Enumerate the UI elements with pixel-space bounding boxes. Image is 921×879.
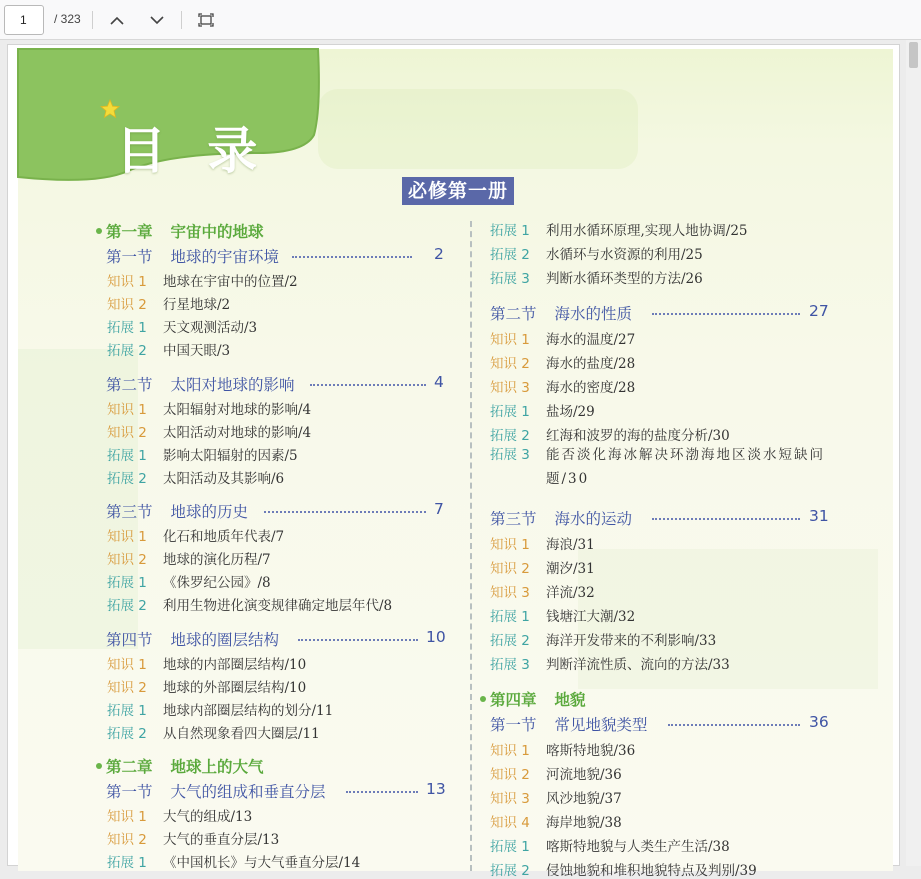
section-page: 2 [434, 245, 444, 263]
pdf-page [7, 44, 900, 879]
toc-item[interactable]: 知识 1 化石和地质年代表/7 [107, 529, 285, 545]
column-divider [470, 221, 472, 871]
volume-label: 必修第一册 [402, 177, 514, 205]
section-page: 4 [434, 373, 444, 391]
page-number-input[interactable] [4, 5, 44, 35]
toc-item[interactable]: 拓展 2 海洋开发带来的不利影响/33 [490, 633, 717, 649]
fit-to-page-icon [198, 13, 214, 27]
chapter-heading: 第四章 地貌 [490, 688, 586, 710]
section-heading[interactable]: 第二节 海水的性质 27 [490, 302, 829, 323]
toc-item[interactable]: 拓展 3 判断水循环类型的方法/26 [490, 271, 703, 287]
section-page: 31 [809, 507, 829, 525]
toc-item[interactable]: 拓展 3 能否淡化海冰解决环渤海地区淡水短缺问题/30 [490, 447, 825, 487]
section-heading[interactable]: 第三节 海水的运动 31 [490, 507, 829, 528]
toc-item[interactable]: 拓展 2 水循环与水资源的利用/25 [490, 247, 703, 263]
toc-item[interactable]: 知识 1 喀斯特地貌/36 [490, 743, 636, 759]
toc-item[interactable]: 拓展 1 天文观测活动/3 [107, 320, 258, 336]
section-page: 13 [426, 780, 446, 798]
toc-item[interactable]: 拓展 2 利用生物进化演变规律确定地层年代/8 [107, 598, 393, 614]
toc-item[interactable]: 拓展 3 判断洋流性质、流向的方法/33 [490, 657, 730, 673]
toc-item[interactable]: 拓展 2 侵蚀地貌和堆积地貌特点及判别/39 [490, 863, 757, 879]
toc-item[interactable]: 拓展 1 钱塘江大潮/32 [490, 609, 636, 625]
toc-item[interactable]: 知识 1 海水的温度/27 [490, 332, 636, 348]
section-heading[interactable]: 第一节 常见地貌类型 36 [490, 713, 829, 734]
toc-item[interactable]: 知识 2 地球的演化历程/7 [107, 552, 271, 568]
vertical-scrollbar[interactable] [906, 40, 921, 866]
toc-item[interactable]: 拓展 1 地球内部圈层结构的划分/11 [107, 703, 334, 719]
toc-item[interactable]: 拓展 2 从自然现象看四大圈层/11 [107, 726, 320, 742]
toc-item[interactable]: 知识 1 地球在宇宙中的位置/2 [107, 274, 298, 290]
toc-item[interactable]: 拓展 1 《侏罗纪公园》/8 [107, 575, 271, 591]
toc-item[interactable]: 拓展 1 《中国机长》与大气垂直分层/14 [107, 855, 361, 871]
leader-dots [264, 500, 426, 513]
toc-item[interactable]: 拓展 1 利用水循环原理,实现人地协调/25 [490, 223, 748, 239]
leader-dots [652, 507, 800, 520]
toc-item[interactable]: 拓展 1 盐场/29 [490, 404, 595, 420]
toc-item[interactable]: 拓展 2 太阳活动及其影响/6 [107, 471, 285, 487]
toc-item[interactable]: 知识 2 河流地貌/36 [490, 767, 622, 783]
toc-item[interactable]: 知识 2 行星地球/2 [107, 297, 231, 313]
chapter-heading: 第二章 地球上的大气 [106, 755, 264, 777]
page-heading: 目 录 [116, 122, 270, 180]
section-heading[interactable]: 第三节 地球的历史 7 [106, 500, 444, 521]
leader-dots [346, 780, 418, 793]
toc-item[interactable]: 知识 3 海水的密度/28 [490, 380, 636, 396]
leader-dots [652, 302, 800, 315]
section-heading[interactable]: 第一节 地球的宇宙环境 2 [106, 245, 444, 266]
leader-dots [310, 373, 426, 386]
section-page: 27 [809, 302, 829, 320]
toc-item[interactable]: 知识 2 太阳活动对地球的影响/4 [107, 425, 312, 441]
chevron-up-icon [110, 16, 124, 25]
toolbar-separator [181, 11, 182, 29]
page-total: / 323 [54, 12, 81, 26]
chevron-down-icon [150, 16, 164, 25]
toc-item[interactable]: 拓展 1 喀斯特地貌与人类生产生活/38 [490, 839, 730, 855]
toc-item[interactable]: 知识 2 潮汐/31 [490, 561, 595, 577]
pdf-toolbar [0, 0, 921, 40]
page-content [18, 49, 893, 879]
section-page: 10 [426, 628, 446, 646]
toc-item[interactable]: 知识 2 海水的盐度/28 [490, 356, 636, 372]
toc-item[interactable]: 知识 2 地球的外部圈层结构/10 [107, 680, 307, 696]
toc-item[interactable]: 知识 4 海岸地貌/38 [490, 815, 622, 831]
leader-dots [292, 245, 412, 258]
fit-page-button[interactable] [194, 8, 218, 32]
toc-item[interactable]: 知识 3 洋流/32 [490, 585, 595, 601]
scrollbar-thumb[interactable] [909, 42, 918, 68]
toc-item[interactable]: 知识 1 海浪/31 [490, 537, 595, 553]
leader-dots [298, 628, 418, 641]
toc-item[interactable]: 知识 1 太阳辐射对地球的影响/4 [107, 402, 312, 418]
toc-item[interactable]: 知识 1 大气的组成/13 [107, 809, 253, 825]
toc-item[interactable]: 拓展 2 红海和波罗的海的盐度分析/30 [490, 428, 730, 444]
toc-item[interactable]: 拓展 1 影响太阳辐射的因素/5 [107, 448, 298, 464]
section-page: 36 [809, 713, 829, 731]
previous-page-button[interactable] [105, 8, 129, 32]
section-page: 7 [434, 500, 444, 518]
toolbar-separator [92, 11, 93, 29]
toc-item[interactable]: 知识 3 风沙地貌/37 [490, 791, 622, 807]
toc-item[interactable]: 知识 2 大气的垂直分层/13 [107, 832, 280, 848]
toc-item[interactable]: 知识 1 地球的内部圈层结构/10 [107, 657, 307, 673]
leader-dots [668, 713, 800, 726]
toc-item[interactable]: 拓展 2 中国天眼/3 [107, 343, 231, 359]
chapter-heading: 第一章 宇宙中的地球 [106, 220, 264, 242]
section-heading[interactable]: 第一节 大气的组成和垂直分层 13 [106, 780, 446, 801]
section-heading[interactable]: 第四节 地球的圈层结构 10 [106, 628, 446, 649]
section-heading[interactable]: 第二节 太阳对地球的影响 4 [106, 373, 444, 394]
next-page-button[interactable] [145, 8, 169, 32]
